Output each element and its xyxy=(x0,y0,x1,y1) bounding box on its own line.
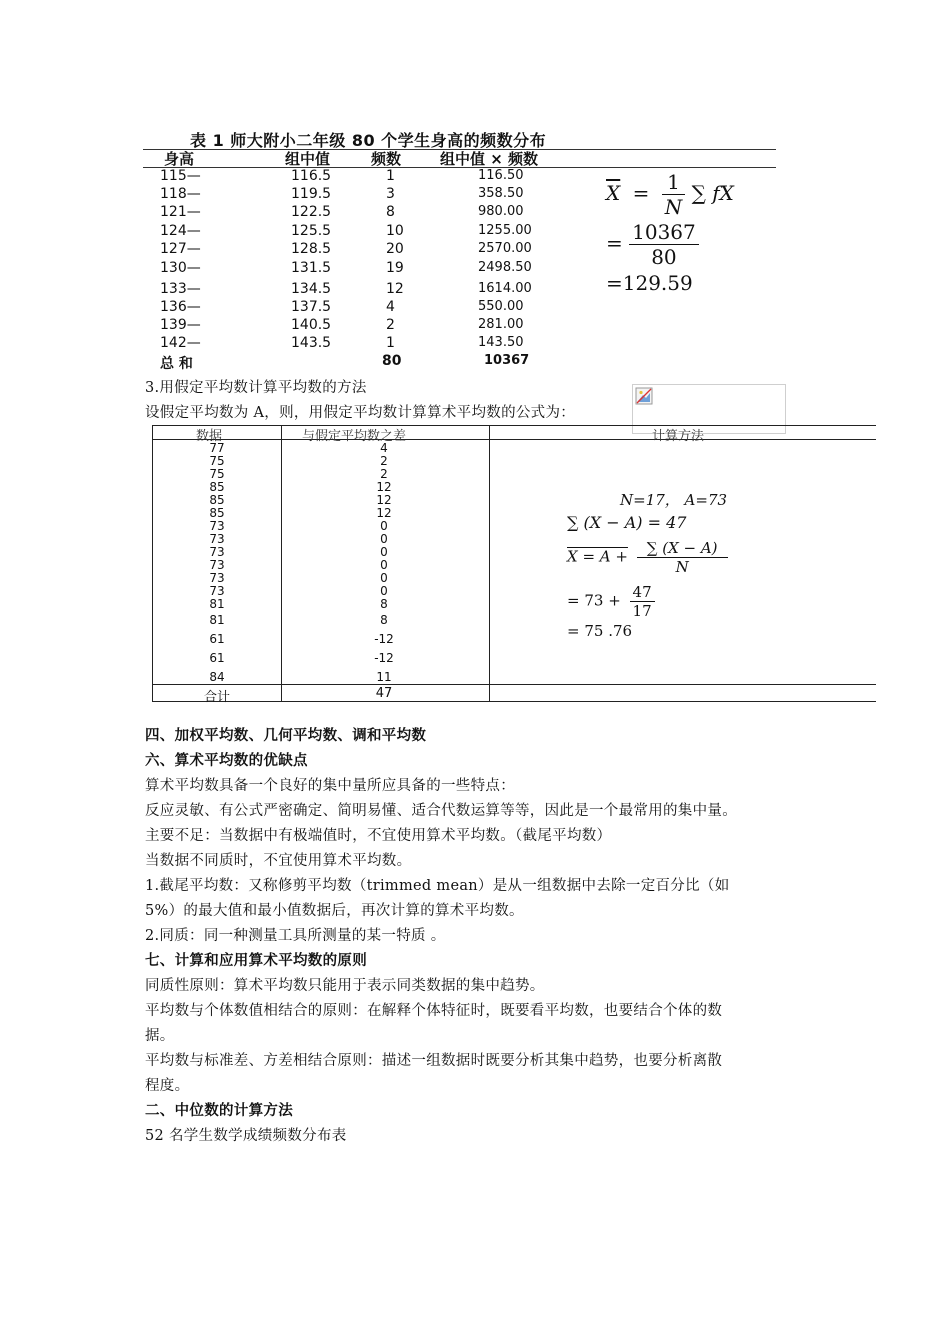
t2-cell-diff: 0 xyxy=(380,571,388,585)
fraction-1-over-n: $\frac{1}{N}$ xyxy=(662,170,686,219)
t2-cell-data: 73 xyxy=(209,571,225,585)
t2-cell-diff: 0 xyxy=(380,545,388,559)
t2-cell-data: 75 xyxy=(209,454,225,468)
cell-height: 121— xyxy=(160,204,201,220)
table1-header-row xyxy=(0,148,950,166)
t2-top-rule xyxy=(152,425,876,426)
calc-formula-fraction: $\frac{\sum (X - A)}{N}$ xyxy=(637,539,728,576)
t2-cell-data: 77 xyxy=(209,441,225,455)
paragraph-line: 平均数与标准差、方差相结合原则：描述一组数据时既要分析其集中趋势，也要分析离散 xyxy=(145,1053,723,1069)
t2-cell-data: 84 xyxy=(209,670,225,684)
cell-frequency: 20 xyxy=(386,241,404,257)
table1-header-product: 组中值 × 频数 xyxy=(440,150,539,168)
t2-header-diff: 与假定平均数之差 xyxy=(302,429,407,444)
t2-cell-data: 61 xyxy=(209,651,225,665)
table-row xyxy=(0,317,950,335)
paragraph-line: 5%）的最大值和最小值数据后，再次计算的算术平均数。 xyxy=(145,903,524,919)
cell-midpoint: 134.5 xyxy=(291,281,332,297)
cell-product: 1255.00 xyxy=(478,223,532,238)
assumed-mean-intro: 设假定平均数为 A，则，用假定平均数计算算术平均数的公式为： xyxy=(145,405,576,421)
mean-formula xyxy=(606,170,734,219)
table-row xyxy=(0,186,950,204)
t2-cell-diff: 11 xyxy=(376,670,392,684)
calc-line-result: = 75 .76 xyxy=(567,622,633,640)
paragraph-line: 算术平均数具备一个良好的集中量所应具备的一些特点： xyxy=(145,778,515,794)
table-row xyxy=(0,241,950,259)
t2-header-data: 数据 xyxy=(196,429,223,444)
table-row xyxy=(0,281,950,299)
t2-cell-diff: 12 xyxy=(376,480,392,494)
cell-height: 142— xyxy=(160,335,201,351)
cell-product: 358.50 xyxy=(478,186,524,201)
t2-cell-data: 81 xyxy=(209,597,225,611)
section-heading: 四、加权平均数、几何平均数、调和平均数 xyxy=(145,728,427,744)
t2-cell-diff: 8 xyxy=(380,597,388,611)
cell-total-product: 10367 xyxy=(484,353,530,368)
t2-cell-diff: 2 xyxy=(380,454,388,468)
t2-divider-1 xyxy=(281,425,282,701)
t2-header-method: 计算方法 xyxy=(652,429,705,444)
calc-line-n-a: N=17， A=73 xyxy=(620,491,728,509)
t2-cell-diff: 8 xyxy=(380,613,388,627)
cell-frequency: 10 xyxy=(386,223,404,239)
table-row xyxy=(0,335,950,353)
t2-cell-diff: 0 xyxy=(380,584,388,598)
table-row xyxy=(0,204,950,222)
cell-midpoint: 143.5 xyxy=(291,335,332,351)
cell-total-frequency: 80 xyxy=(382,353,402,369)
cell-frequency: 8 xyxy=(386,204,395,220)
cell-frequency: 1 xyxy=(386,335,395,351)
cell-midpoint: 116.5 xyxy=(291,168,332,184)
table1-total-row xyxy=(0,353,950,371)
t2-left-border xyxy=(152,425,153,701)
calc-sub-lhs: = 73 + xyxy=(567,591,621,610)
fraction-10367-over-80: $\frac{10367}{80}$ xyxy=(629,220,699,269)
mean-symbol: $\overline{X}$ xyxy=(606,181,621,205)
paragraph-line: 2.同质：同一种测量工具所测量的某一特质 。 xyxy=(145,928,446,944)
broken-image-icon xyxy=(635,387,653,405)
cell-product: 281.00 xyxy=(478,317,524,332)
cell-frequency: 3 xyxy=(386,186,395,202)
cell-height: 124— xyxy=(160,223,201,239)
t2-cell-data: 81 xyxy=(209,613,225,627)
table-row xyxy=(0,168,950,186)
t2-cell-diff: 12 xyxy=(376,493,392,507)
table-row xyxy=(0,260,950,278)
cell-total-label: 总 和 xyxy=(160,356,193,372)
t2-cell-data: 73 xyxy=(209,545,225,559)
t2-cell-data: 85 xyxy=(209,493,225,507)
assumed-mean-table xyxy=(152,425,876,705)
mean-result: =129.59 xyxy=(606,271,693,295)
t2-total-rule xyxy=(152,684,876,685)
paragraph-line: 52 名学生数学成绩频数分布表 xyxy=(145,1128,347,1144)
t2-cell-data: 85 xyxy=(209,506,225,520)
calc-line-formula xyxy=(567,539,728,576)
assumed-mean-heading: 3.用假定平均数计算平均数的方法 xyxy=(145,380,367,396)
table1-header-frequency: 频数 xyxy=(371,150,402,168)
cell-height: 130— xyxy=(160,260,201,276)
t2-cell-diff: 0 xyxy=(380,558,388,572)
cell-height: 118— xyxy=(160,186,201,202)
section-heading: 二、中位数的计算方法 xyxy=(145,1103,293,1119)
equals-sign: = xyxy=(632,181,650,205)
cell-midpoint: 119.5 xyxy=(291,186,332,202)
cell-frequency: 12 xyxy=(386,281,404,297)
t2-total-value: 47 xyxy=(375,686,393,701)
sum-fx: ∑ fX xyxy=(691,181,734,205)
t2-bottom-rule xyxy=(152,701,876,702)
mean-calc-step: = $\frac{10367}{80}$ xyxy=(606,220,699,269)
t2-cell-diff: 0 xyxy=(380,519,388,533)
table1-header-midpoint: 组中值 xyxy=(285,150,331,168)
cell-height: 127— xyxy=(160,241,201,257)
cell-midpoint: 128.5 xyxy=(291,241,332,257)
table1-title: 表 1 师大附小二年级 80 个学生身高的频数分布 xyxy=(190,131,547,150)
paragraph-line: 当数据不同质时，不宜使用算术平均数。 xyxy=(145,853,412,869)
calc-line-substitution xyxy=(567,583,655,620)
cell-product: 2570.00 xyxy=(478,241,532,256)
calc-sub-fraction: $\frac{47}{17}$ xyxy=(630,583,655,620)
t2-cell-data: 75 xyxy=(209,467,225,481)
t2-cell-data: 61 xyxy=(209,632,225,646)
cell-frequency: 19 xyxy=(386,260,404,276)
t2-cell-data: 73 xyxy=(209,584,225,598)
cell-product: 1614.00 xyxy=(478,281,532,296)
t2-cell-diff: -12 xyxy=(374,632,394,646)
cell-midpoint: 122.5 xyxy=(291,204,332,220)
cell-product: 550.00 xyxy=(478,299,524,314)
cell-midpoint: 125.5 xyxy=(291,223,332,239)
cell-frequency: 4 xyxy=(386,299,395,315)
cell-product: 116.50 xyxy=(478,168,524,183)
cell-midpoint: 140.5 xyxy=(291,317,332,333)
cell-height: 136— xyxy=(160,299,201,315)
section-heading: 六、算术平均数的优缺点 xyxy=(145,753,308,769)
t2-divider-2 xyxy=(489,425,490,701)
paragraph-line: 主要不足：当数据中有极端值时，不宜使用算术平均数。（截尾平均数） xyxy=(145,828,612,844)
calc-line-sum: ∑ (X − A) = 47 xyxy=(567,513,687,532)
table-row xyxy=(0,299,950,317)
cell-product: 2498.50 xyxy=(478,260,532,275)
t2-cell-data: 73 xyxy=(209,519,225,533)
paragraph-line: 据。 xyxy=(145,1028,175,1044)
t2-cell-diff: 0 xyxy=(380,532,388,546)
table-row xyxy=(0,223,950,241)
cell-frequency: 2 xyxy=(386,317,395,333)
paragraph-line: 平均数与个体数值相结合的原则：在解释个体特征时，既要看平均数，也要结合个体的数 xyxy=(145,1003,723,1019)
cell-frequency: 1 xyxy=(386,168,395,184)
cell-midpoint: 131.5 xyxy=(291,260,332,276)
paragraph-line: 1.截尾平均数：又称修剪平均数（trimmed mean）是从一组数据中去除一定百分比（如 xyxy=(145,878,730,894)
paragraph-line: 反应灵敏、有公式严密确定、简明易懂、适合代数运算等等，因此是一个最常用的集中量。 xyxy=(145,803,737,819)
t2-cell-diff: 4 xyxy=(380,441,388,455)
t2-cell-data: 73 xyxy=(209,558,225,572)
paragraph-line: 同质性原则：算术平均数只能用于表示同类数据的集中趋势。 xyxy=(145,978,545,994)
cell-height: 115— xyxy=(160,168,201,184)
cell-product: 143.50 xyxy=(478,335,524,350)
cell-midpoint: 137.5 xyxy=(291,299,332,315)
cell-height: 133— xyxy=(160,281,201,297)
t2-total-label: 合计 xyxy=(203,690,230,705)
t2-cell-data: 85 xyxy=(209,480,225,494)
t2-cell-diff: -12 xyxy=(374,651,394,665)
table1-header-height: 身高 xyxy=(164,150,195,168)
t2-cell-diff: 12 xyxy=(376,506,392,520)
paragraph-line: 程度。 xyxy=(145,1078,190,1094)
t2-header-rule xyxy=(152,439,876,440)
t2-cell-data: 73 xyxy=(209,532,225,546)
section-heading: 七、计算和应用算术平均数的原则 xyxy=(145,953,367,969)
cell-product: 980.00 xyxy=(478,204,524,219)
t2-cell-diff: 2 xyxy=(380,467,388,481)
calc-formula-lhs: X = A + xyxy=(567,547,628,566)
cell-height: 139— xyxy=(160,317,201,333)
